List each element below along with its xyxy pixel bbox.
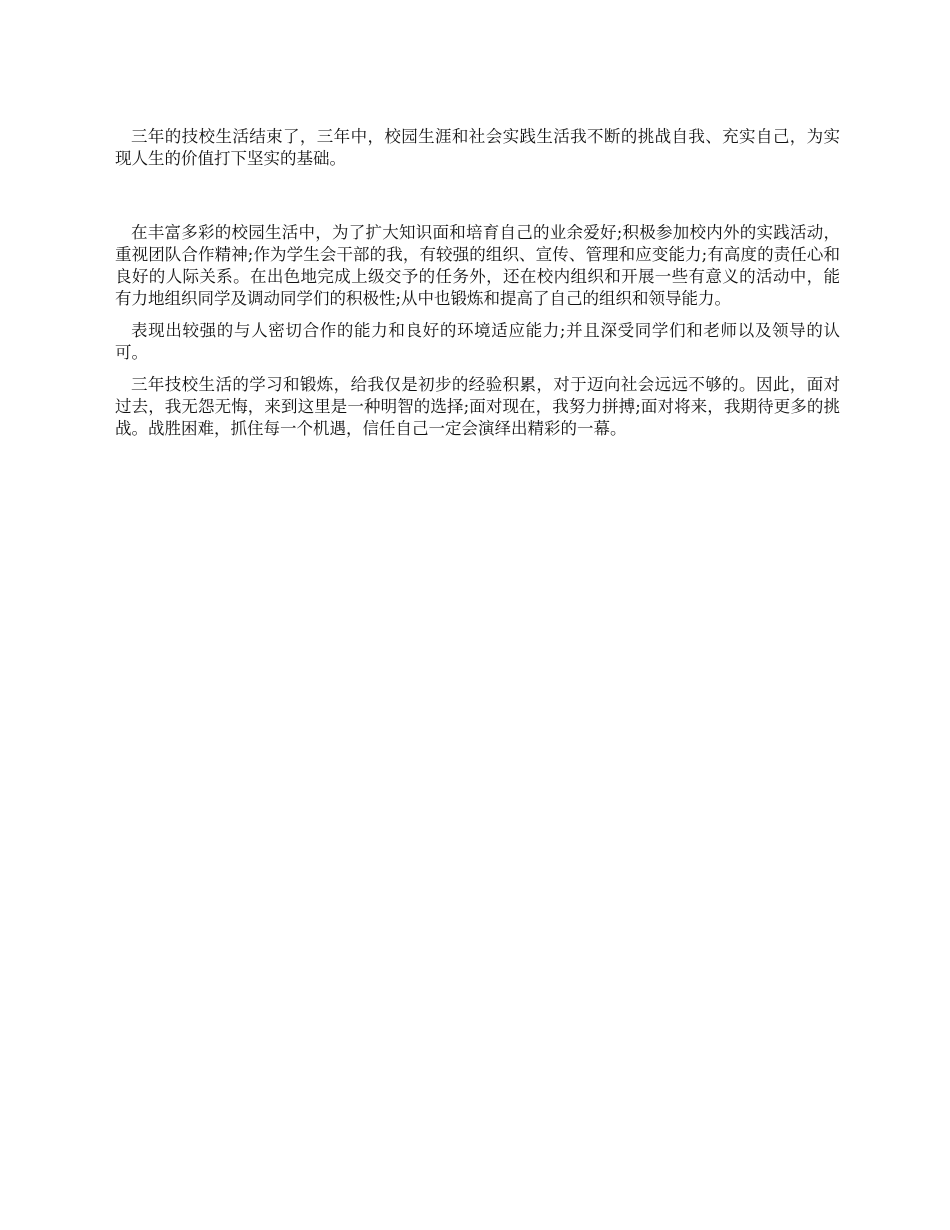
paragraph-teamwork: 表现出较强的与人密切合作的能力和良好的环境适应能力;并且深受同学们和老师以及领导的认可。	[115, 321, 840, 362]
document-body	[115, 126, 840, 440]
paragraph-conclusion: 三年技校生活的学习和锻炼，给我仅是初步的经验积累，对于迈向社会远远不够的。因此，面对过去，我无怨无悔，来到这里是一种明智的选择;面对现在，我努力拼搏;面对将来，我期待更多的挑战。战胜困难，抓住每一个机遇，信任自己一定会演绎出精彩的一幕。	[115, 375, 840, 438]
paragraph-campus-life: 在丰富多彩的校园生活中，为了扩大知识面和培育自己的业余爱好;积极参加校内外的实践活动，重视团队合作精神;作为学生会干部的我，有较强的组织、宣传、管理和应变能力;有高度的责任心和良好的人际关系。在出色地完成上级交予的任务外，还在校内组织和开展一些有意义的活动中，能有力地组织同学及调动同学们的积极性;从中也锻炼和提高了自己的组织和领导能力。	[115, 223, 840, 308]
paragraph-intro: 三年的技校生活结束了，三年中，校园生涯和社会实践生活我不断的挑战自我、充实自己，为实现人生的价值打下坚实的基础。	[115, 127, 840, 168]
